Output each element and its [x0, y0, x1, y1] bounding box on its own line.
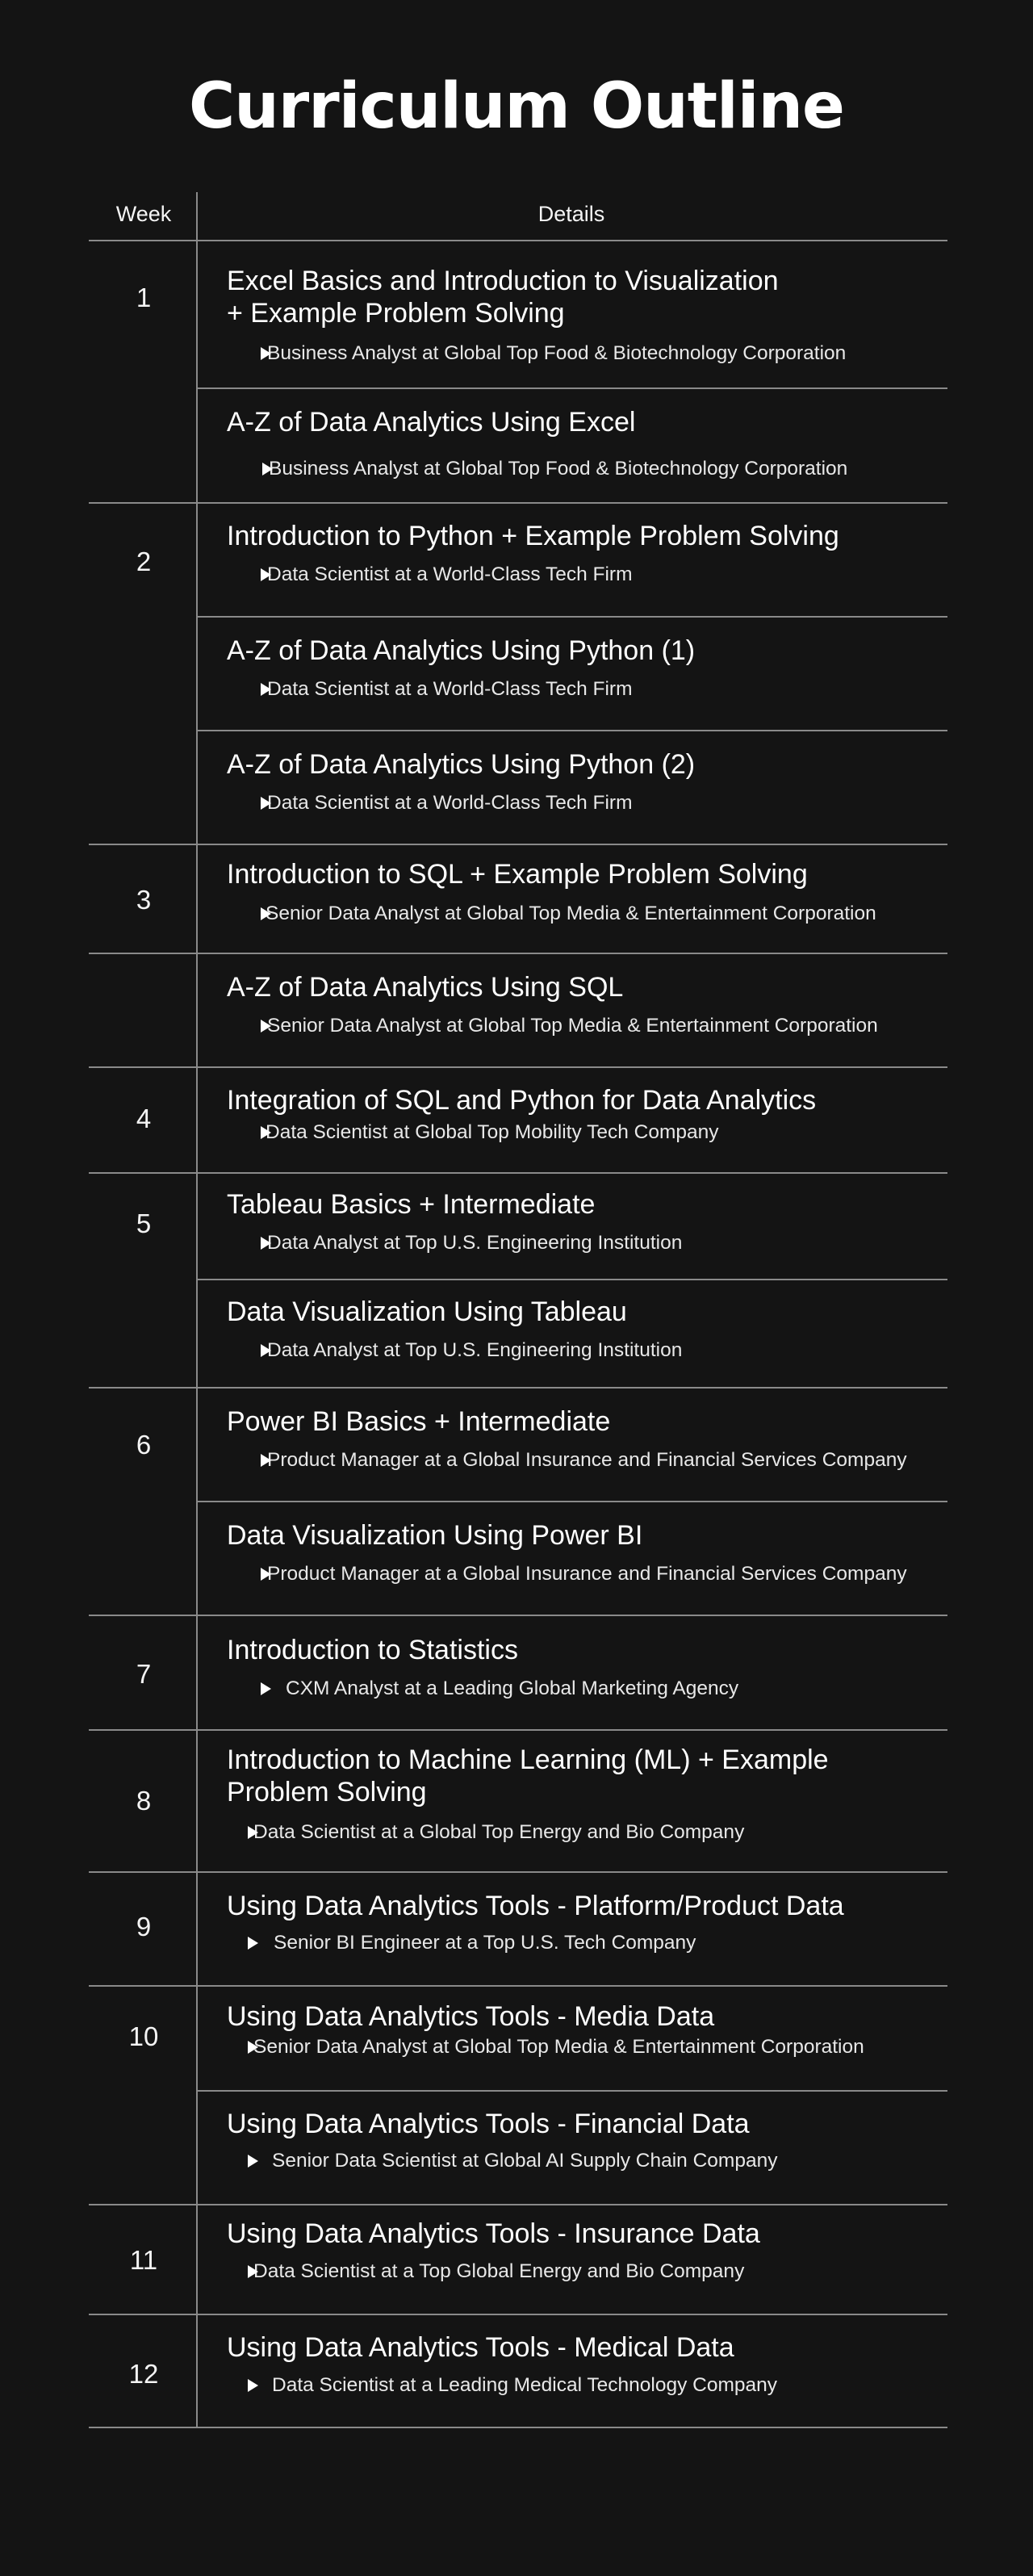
week-divider: [89, 1172, 947, 1174]
week-divider: [89, 2314, 947, 2315]
session-title: Introduction to SQL + Example Problem Solving: [227, 859, 808, 890]
instructor-text: Data Scientist at a Top Global Energy and Bio Company: [253, 2260, 745, 2282]
session-instructor: [227, 2259, 937, 2285]
session-cell: [227, 1634, 937, 1702]
week-number: 2: [136, 547, 152, 576]
session-instructor: [227, 1120, 937, 1146]
week-divider: [89, 844, 947, 845]
session-title: Using Data Analytics Tools - Medical Data: [227, 2332, 734, 2363]
instructor-text: Data Analyst at Top U.S. Engineering Institution: [267, 1339, 683, 1361]
triangle-bullet-icon: [261, 1237, 271, 1250]
week-number: 8: [136, 1786, 152, 1816]
triangle-bullet-icon: [261, 907, 271, 920]
week-number: 11: [129, 2245, 158, 2275]
week-divider: [89, 1387, 947, 1389]
session-instructor: [227, 2373, 937, 2398]
session-instructor: [227, 1561, 937, 1587]
session-cell: [227, 635, 937, 702]
triangle-bullet-icon: [262, 463, 273, 475]
session-instructor: [227, 2034, 937, 2060]
session-cell: [227, 971, 937, 1039]
triangle-bullet-icon: [248, 2155, 258, 2168]
session-cell: [227, 1519, 937, 1587]
session-cell: [227, 520, 937, 588]
row-divider: [197, 1501, 947, 1502]
session-title: A-Z of Data Analytics Using Excel: [227, 407, 636, 438]
triangle-bullet-icon: [261, 797, 271, 810]
triangle-bullet-icon: [261, 1126, 271, 1139]
session-cell: [227, 2108, 937, 2174]
session-cell: [227, 1890, 937, 1956]
session-title: Using Data Analytics Tools - Platform/Product Data: [227, 1891, 844, 1921]
instructor-text: CXM Analyst at a Leading Global Marketing Agency: [286, 1678, 739, 1699]
instructor-text: Data Analyst at Top U.S. Engineering Institution: [267, 1232, 683, 1254]
session-instructor: [227, 1930, 937, 1956]
row-divider: [197, 616, 947, 618]
week-divider: [89, 1871, 947, 1873]
triangle-bullet-icon: [261, 1568, 271, 1581]
instructor-text: Data Scientist at a World-Class Tech Firm: [267, 792, 633, 814]
session-instructor: [227, 790, 937, 816]
triangle-bullet-icon: [248, 2041, 258, 2054]
week-column-header: Week: [115, 202, 172, 226]
session-title: Data Visualization Using Tableau: [227, 1296, 627, 1327]
session-cell: [227, 2000, 937, 2060]
triangle-bullet-icon: [248, 1826, 258, 1839]
week-number: 5: [136, 1208, 152, 1238]
week-number: 1: [136, 283, 152, 312]
triangle-bullet-icon: [261, 1454, 271, 1467]
triangle-bullet-icon: [248, 1937, 258, 1950]
session-title: A-Z of Data Analytics Using Python (1): [227, 635, 696, 666]
session-cell: [227, 1405, 937, 1473]
session-cell: [227, 1084, 937, 1146]
instructor-text: Product Manager at a Global Insurance and Financial Services Company: [267, 1563, 907, 1585]
session-instructor: [227, 901, 937, 927]
table-bottom-border: [89, 2427, 947, 2428]
session-title: A-Z of Data Analytics Using Python (2): [227, 749, 696, 780]
session-title: Power BI Basics + Intermediate: [227, 1406, 611, 1437]
details-column-header: Details: [537, 202, 605, 226]
page-title: Curriculum Outline: [189, 70, 844, 143]
session-title: Introduction to Machine Learning (ML) + Example Problem Solving: [227, 1745, 829, 1807]
session-cell: [227, 2218, 937, 2285]
week-divider: [89, 502, 947, 504]
session-title: Using Data Analytics Tools - Insurance Data: [227, 2218, 760, 2249]
session-cell: [227, 748, 937, 816]
session-title: Introduction to Python + Example Problem Solving: [227, 521, 839, 551]
week-number: 4: [136, 1104, 152, 1133]
session-cell: [227, 406, 937, 482]
instructor-text: Senior Data Analyst at Global Top Media & Entertainment Corporation: [253, 2036, 864, 2058]
triangle-bullet-icon: [261, 347, 271, 360]
triangle-bullet-icon: [261, 683, 271, 696]
session-cell: [227, 1744, 937, 1845]
column-divider: [196, 192, 198, 2428]
session-instructor: [227, 1820, 937, 1845]
instructor-text: Data Scientist at a Global Top Energy and Bio Company: [253, 1821, 745, 1843]
triangle-bullet-icon: [261, 1344, 271, 1357]
triangle-bullet-icon: [248, 2379, 258, 2392]
week-divider: [89, 1615, 947, 1616]
row-divider: [197, 2090, 947, 2092]
session-instructor: [227, 456, 937, 482]
session-title: Introduction to Statistics: [227, 1635, 518, 1665]
session-title: Using Data Analytics Tools - Media Data: [227, 2001, 715, 2032]
week-divider: [89, 1066, 947, 1068]
instructor-text: Business Analyst at Global Top Food & Biotechnology Corporation: [267, 342, 847, 364]
row-divider: [197, 730, 947, 731]
week-number: 12: [128, 2359, 159, 2389]
session-instructor: [227, 1230, 937, 1256]
session-title: Data Visualization Using Power BI: [227, 1520, 643, 1551]
session-title: Excel Basics and Introduction to Visualization + Example Problem Solving: [227, 266, 779, 329]
triangle-bullet-icon: [261, 1020, 271, 1032]
session-title: A-Z of Data Analytics Using SQL: [227, 972, 624, 1003]
instructor-text: Senior Data Analyst at Global Top Media & Entertainment Corporation: [266, 903, 876, 924]
triangle-bullet-icon: [261, 1682, 271, 1695]
week-number: 10: [128, 2021, 159, 2051]
session-instructor: [227, 1338, 937, 1363]
week-divider: [89, 1985, 947, 1987]
week-divider: [89, 953, 947, 954]
instructor-text: Senior Data Analyst at Global Top Media & Entertainment Corporation: [267, 1015, 878, 1037]
week-number: 7: [136, 1659, 152, 1689]
instructor-text: Data Scientist at a Leading Medical Technology Company: [272, 2374, 778, 2396]
session-cell: [227, 1296, 937, 1363]
session-cell: [227, 2331, 937, 2398]
session-cell: [227, 265, 937, 367]
header-divider: [89, 240, 947, 241]
instructor-text: Senior Data Scientist at Global AI Supply Chain Company: [272, 2150, 778, 2172]
session-instructor: [227, 676, 937, 702]
week-number: 6: [136, 1430, 152, 1460]
week-number: 3: [136, 885, 152, 915]
week-divider: [89, 1729, 947, 1731]
session-instructor: [227, 1447, 937, 1473]
instructor-text: Product Manager at a Global Insurance and Financial Services Company: [267, 1449, 907, 1471]
week-number: 9: [136, 1912, 152, 1941]
triangle-bullet-icon: [248, 2265, 258, 2278]
session-title: Tableau Basics + Intermediate: [227, 1189, 596, 1220]
session-title: Using Data Analytics Tools - Financial Data: [227, 2109, 750, 2139]
session-cell: [227, 1188, 937, 1256]
session-instructor: [227, 1013, 937, 1039]
session-instructor: [227, 341, 937, 367]
instructor-text: Data Scientist at a World-Class Tech Firm: [267, 563, 633, 585]
row-divider: [197, 387, 947, 389]
instructor-text: Data Scientist at Global Top Mobility Tech Company: [266, 1121, 719, 1143]
session-instructor: [227, 1676, 937, 1702]
session-instructor: [227, 562, 937, 588]
instructor-text: Senior BI Engineer at a Top U.S. Tech Company: [274, 1932, 696, 1954]
session-cell: [227, 858, 937, 927]
triangle-bullet-icon: [261, 568, 271, 581]
row-divider: [197, 1279, 947, 1280]
session-instructor: [227, 2148, 937, 2174]
instructor-text: Data Scientist at a World-Class Tech Firm: [267, 678, 633, 700]
instructor-text: Business Analyst at Global Top Food & Biotechnology Corporation: [269, 458, 848, 480]
session-title: Integration of SQL and Python for Data Analytics: [227, 1085, 817, 1116]
week-divider: [89, 2204, 947, 2205]
